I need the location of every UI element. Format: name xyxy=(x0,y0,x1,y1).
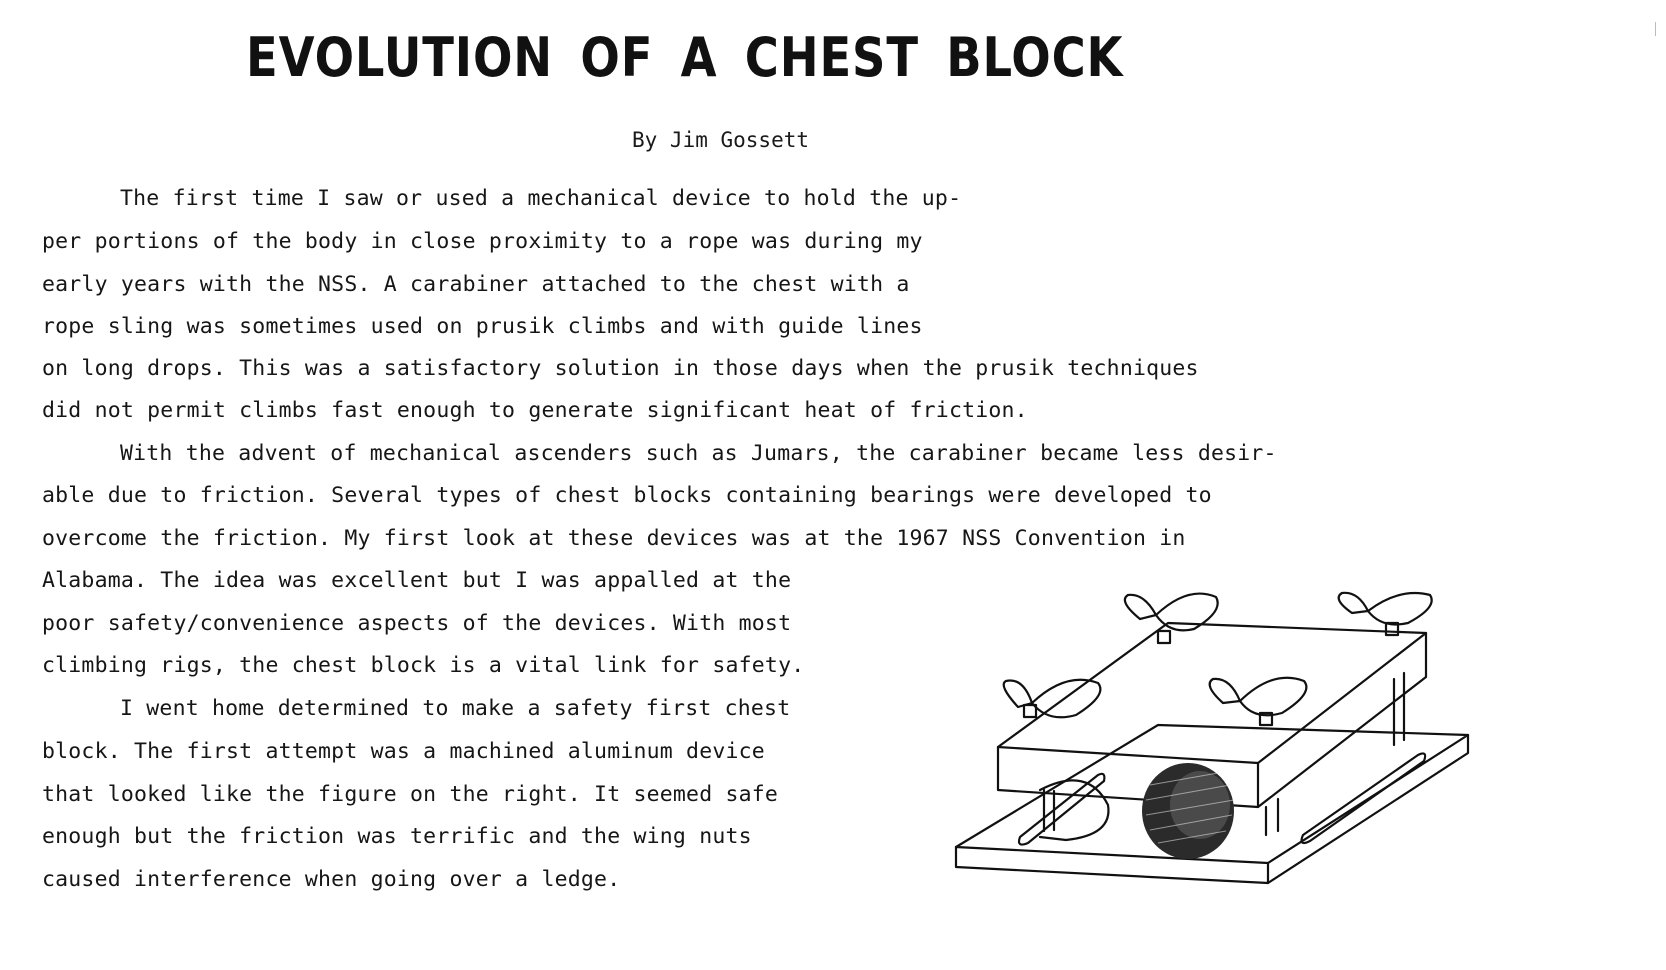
wing-nut-front-right xyxy=(1210,678,1307,725)
body-line: Alabama. The idea was excellent but I was appalled at the xyxy=(42,568,792,593)
body-line: on long drops. This was a satisfactory solution in those days when the prusik techniques xyxy=(42,356,1199,381)
body-line: climbing rigs, the chest block is a vital link for safety. xyxy=(42,653,805,678)
body-line: that looked like the figure on the right. It seemed safe xyxy=(42,782,779,807)
chest-block-illustration xyxy=(948,585,1478,885)
body-line: rope sling was sometimes used on prusik climbs and with guide lines xyxy=(42,314,923,339)
body-line: poor safety/convenience aspects of the devices. With most xyxy=(42,611,792,636)
body-line: I went home determined to make a safety first chest xyxy=(120,696,791,721)
scan-margin-mark xyxy=(1655,22,1656,36)
top-block-top xyxy=(998,623,1426,763)
wing-nut-front-left xyxy=(1004,680,1101,718)
body-line: The first time I saw or used a mechanical device to hold the up- xyxy=(120,186,962,211)
wing-nut-back-left xyxy=(1125,594,1218,643)
article-byline: By Jim Gossett xyxy=(632,128,810,152)
body-line: able due to friction. Several types of chest blocks containing bearings were developed to xyxy=(42,483,1212,508)
body-line: block. The first attempt was a machined aluminum device xyxy=(42,739,765,764)
article-title: EVOLUTION OF A CHEST BLOCK xyxy=(246,26,1124,89)
body-line: overcome the friction. My first look at these devices was at the 1967 NSS Convention in xyxy=(42,526,1186,551)
body-line: caused interference when going over a ledge. xyxy=(42,867,621,892)
body-line: enough but the friction was terrific and the wing nuts xyxy=(42,824,752,849)
body-line: With the advent of mechanical ascenders such as Jumars, the carabiner became less desir- xyxy=(120,441,1277,466)
wing-nut-back-right xyxy=(1339,593,1432,635)
body-line: early years with the NSS. A carabiner attached to the chest with a xyxy=(42,272,910,297)
body-line: per portions of the body in close proximity to a rope was during my xyxy=(42,229,923,254)
body-line: did not permit climbs fast enough to generate significant heat of friction. xyxy=(42,398,1028,423)
roller-bearing xyxy=(1142,763,1234,859)
